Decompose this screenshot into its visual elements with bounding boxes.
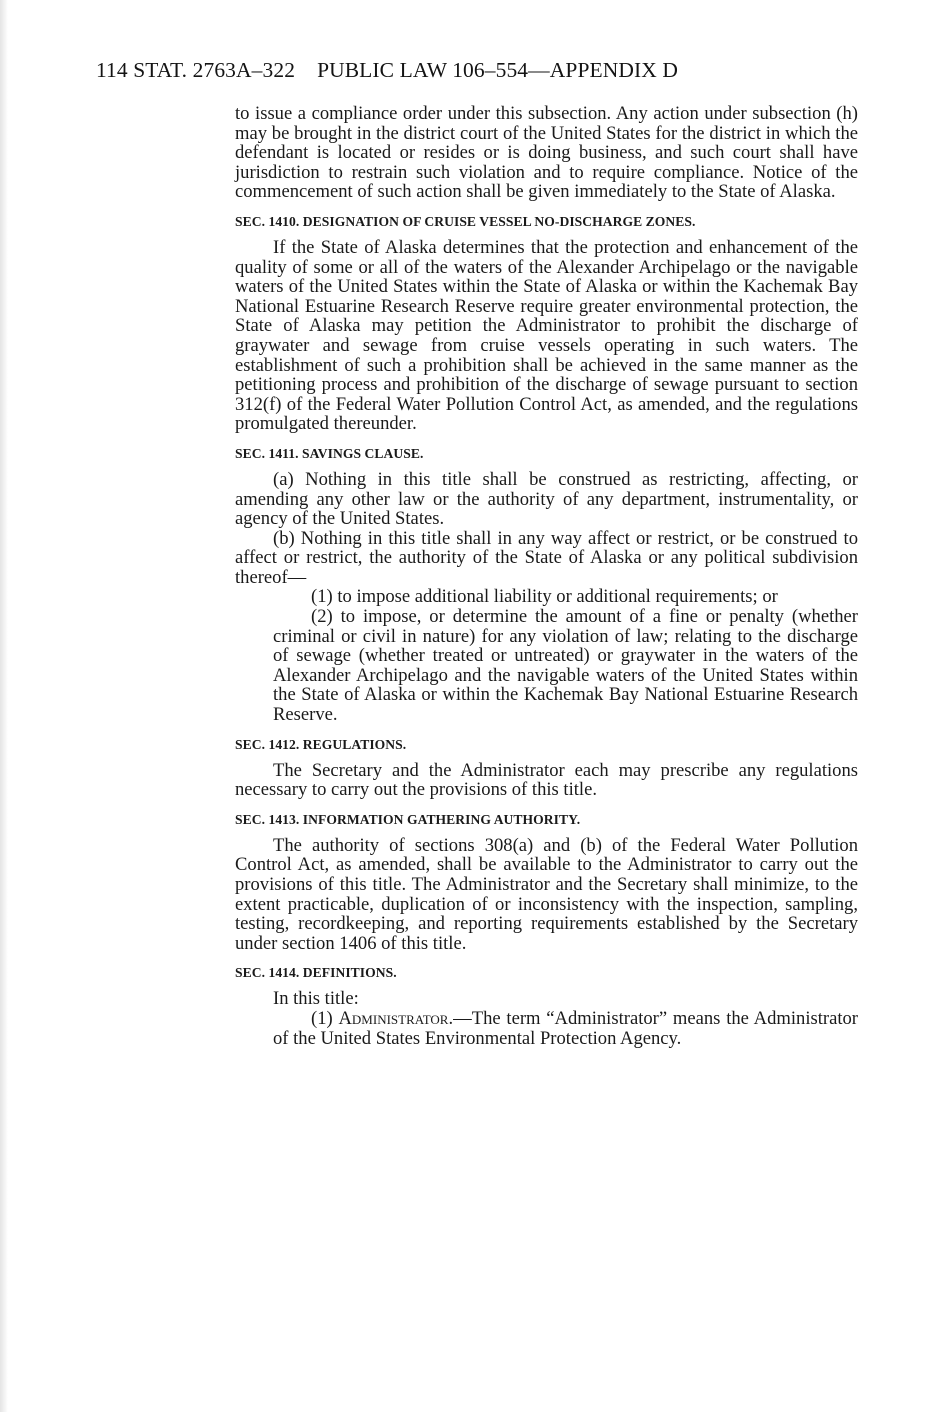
- page-header: [96, 58, 678, 83]
- section-1413-heading: SEC. 1413. INFORMATION GATHERING AUTHORITY.: [235, 811, 581, 827]
- document-body: [235, 104, 858, 1048]
- section-1411-heading: SEC. 1411. SAVINGS CLAUSE.: [235, 445, 424, 461]
- section-1414-heading: SEC. 1414. DEFINITIONS.: [235, 965, 397, 981]
- section-1412-heading: SEC. 1412. REGULATIONS.: [235, 736, 407, 752]
- definition-administrator: [235, 1009, 858, 1048]
- definition-text: .—The term “Administrator” means the Administrator of the United States Environmental Protection Agency.: [273, 1007, 858, 1049]
- section-1413-body: The authority of sections 308(a) and (b) of the Federal Water Pollution Control Act, as amended, shall be available to the Administrator to carry out the provisions of this title. The Administrator and the Secretary shall minimize, to the extent practicable, duplication of or inconsistency with the inspection, sampling, testing, recordkeeping, and reporting requirements established by the Secretary under section 1406 of this title.: [235, 834, 858, 954]
- section-1411-para-a: (a) Nothing in this title shall be construed as restricting, affecting, or amending any other law or the authority of any department, instrumentality, or agency of the United States.: [235, 468, 858, 530]
- definition-term: Administrator: [338, 1007, 449, 1029]
- section-1412-body: The Secretary and the Administrator each may prescribe any regulations necessary to carry out the provisions of this title.: [235, 759, 858, 801]
- statute-citation: 114 STAT. 2763A–322: [96, 58, 296, 82]
- page-edge-shadow: [0, 0, 8, 1412]
- section-1410-heading: SEC. 1410. DESIGNATION OF CRUISE VESSEL NO-DISCHARGE ZONES.: [235, 213, 696, 229]
- public-law-title: PUBLIC LAW 106–554—APPENDIX D: [317, 58, 678, 82]
- definition-number: (1): [311, 1007, 333, 1029]
- section-1410-body: If the State of Alaska determines that the protection and enhancement of the quality of some or all of the waters of the Alexander Archipelago or the navigable waters of the United States within the State of Alaska or within the Kachemak Bay National Estuarine Research Reserve require greater environmental protection, the State of Alaska may petition the Administrator to prohibit the discharge of graywater and sewage from cruise vessels operating in such waters. The establishment of such a prohibition shall be achieved in the same manner as the petitioning process and prohibition of the discharge of sewage pursuant to section 312(f) of the Federal Water Pollution Control Act, as amended, and the regulations promulgated thereunder.: [235, 236, 858, 435]
- section-1411-item-2: (2) to impose, or determine the amount of a fine or penalty (whether criminal or civil in nature) for any violation of law; relating to the discharge of sewage (whether treated or untreated) or graywater in the waters of the Alexander Archipelago and the navigable waters of the United States within the State of Alaska or within the Kachemak Bay National Estuarine Research Reserve.: [273, 606, 858, 726]
- section-1411-para-b: (b) Nothing in this title shall in any way affect or restrict, or be construed to affect or restrict, the authority of the State of Alaska or any political subdivision thereof—: [235, 527, 858, 588]
- section-1414-intro: In this title:: [273, 988, 359, 1010]
- intro-paragraph: to issue a compliance order under this subsection. Any action under subsection (h) may be brought in the district court of the United States for the district in which the defendant is located or resides or is doing business, and such court shall have jurisdiction to restrain such violation and to require compliance. Notice of the commencement of such action shall be given immediately to the State of Alaska.: [235, 103, 858, 203]
- section-1411-item-1: (1) to impose additional liability or additional requirements; or: [311, 586, 778, 608]
